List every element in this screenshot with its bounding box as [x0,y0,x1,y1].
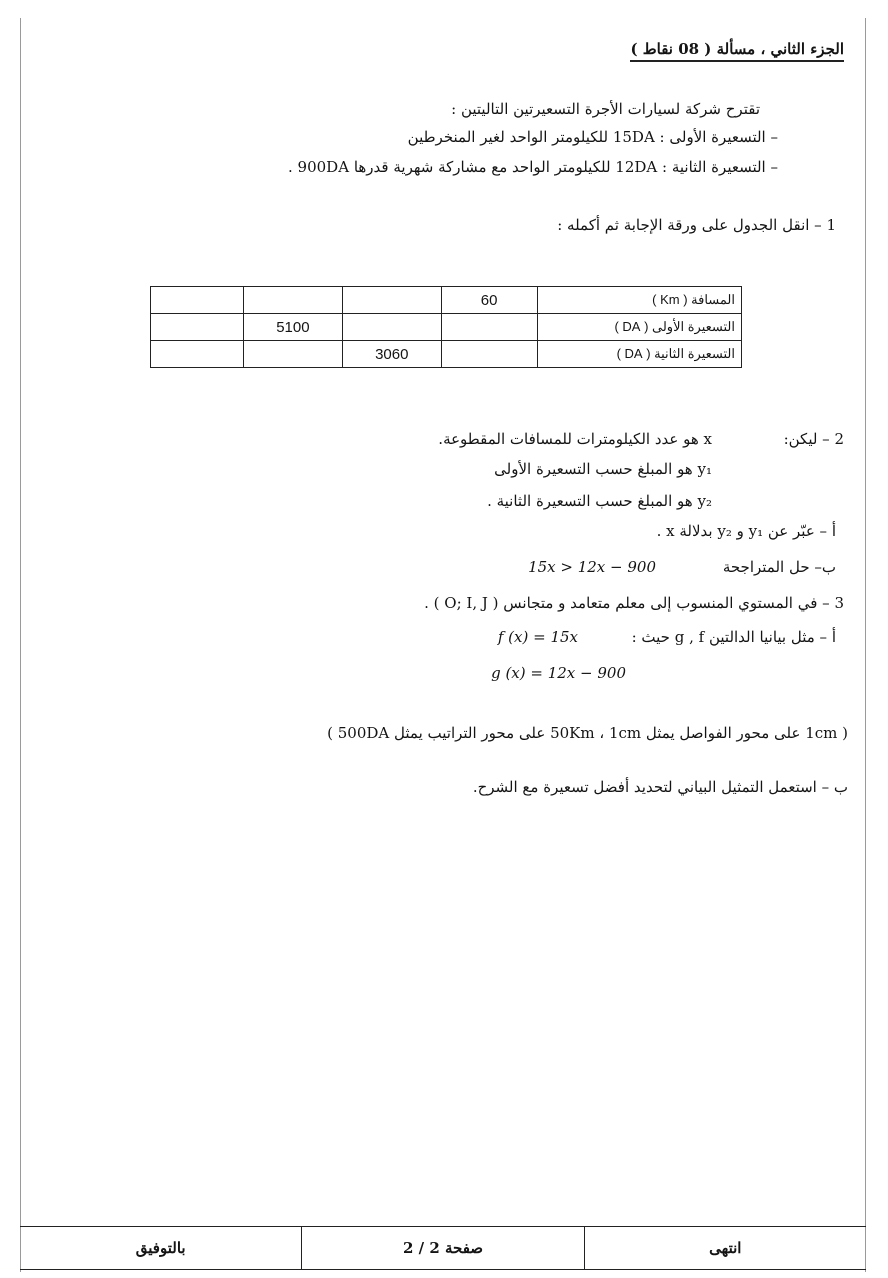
question-3b: ب – استعمل التمثيل البياني لتحديد أفضل تسعيرة مع الشرح. [472,778,848,796]
footer-page-number: صفحة 2 / 2 [301,1227,583,1269]
table-cell: 3060 [342,341,441,368]
footer [20,1226,866,1270]
data-table [150,286,742,368]
g-definition: g (x) = 12x − 900 [491,664,626,682]
table-cell [441,341,537,368]
y2-definition: y₂ هو المبلغ حسب التسعيرة الثانية . [487,492,712,510]
tariff-2: – التسعيرة الثانية : 12DA للكيلومتر الواحد مع مشاركة شهرية قدرها 900DA . [288,158,778,176]
table-row [151,341,742,368]
table-row-label: التسعيرة الثانية ( DA ) [537,341,741,368]
tariff-1: – التسعيرة الأولى : 15DA للكيلومتر الواحد لغير المنخرطين [407,128,778,146]
footer-end: انتهى [584,1227,866,1269]
table-row [151,287,742,314]
table-cell [441,314,537,341]
question-3a: أ – مثل بيانيا الدالتين g , f حيث : [631,628,836,646]
table-cell: 5100 [243,314,342,341]
table-cell [342,314,441,341]
table-cell [151,341,244,368]
intro-line: تقترح شركة لسيارات الأجرة التسعيرتين التاليتين : [451,100,760,118]
inequality: 15x > 12x − 900 [528,558,656,576]
part-header: الجزء الثاني ، مسألة ( 08 نقاط ) [630,40,844,62]
table-cell [243,341,342,368]
question-1: 1 – انقل الجدول على ورقة الإجابة ثم أكمله : [557,216,836,234]
y1-definition: y₁ هو المبلغ حسب التسعيرة الأولى [494,460,712,478]
question-2b-label: ب– حل المتراجحة [722,558,836,576]
table-cell: 60 [441,287,537,314]
x-definition: x هو عدد الكيلومترات للمسافات المقطوعة. [438,430,712,448]
table-cell [151,287,244,314]
table-cell [243,287,342,314]
scale-note: ( 1cm على محور الفواصل يمثل 50Km ، 1cm على محور التراتيب يمثل 500DA ) [327,724,848,742]
f-definition: f (x) = 15x [497,628,578,646]
table-row [151,314,742,341]
table-row-label: التسعيرة الأولى ( DA ) [537,314,741,341]
question-2-intro: 2 – ليكن: [783,430,844,448]
table-cell [151,314,244,341]
question-2a: أ – عبّر عن y₁ و y₂ بدلالة x . [656,522,836,540]
table-row-label: المسافة ( Km ) [537,287,741,314]
footer-luck: بالتوفيق [135,1239,186,1257]
table-cell [342,287,441,314]
question-3-intro: 3 – في المستوي المنسوب إلى معلم متعامد و متجانس ( O; I, J ) . [424,594,844,612]
